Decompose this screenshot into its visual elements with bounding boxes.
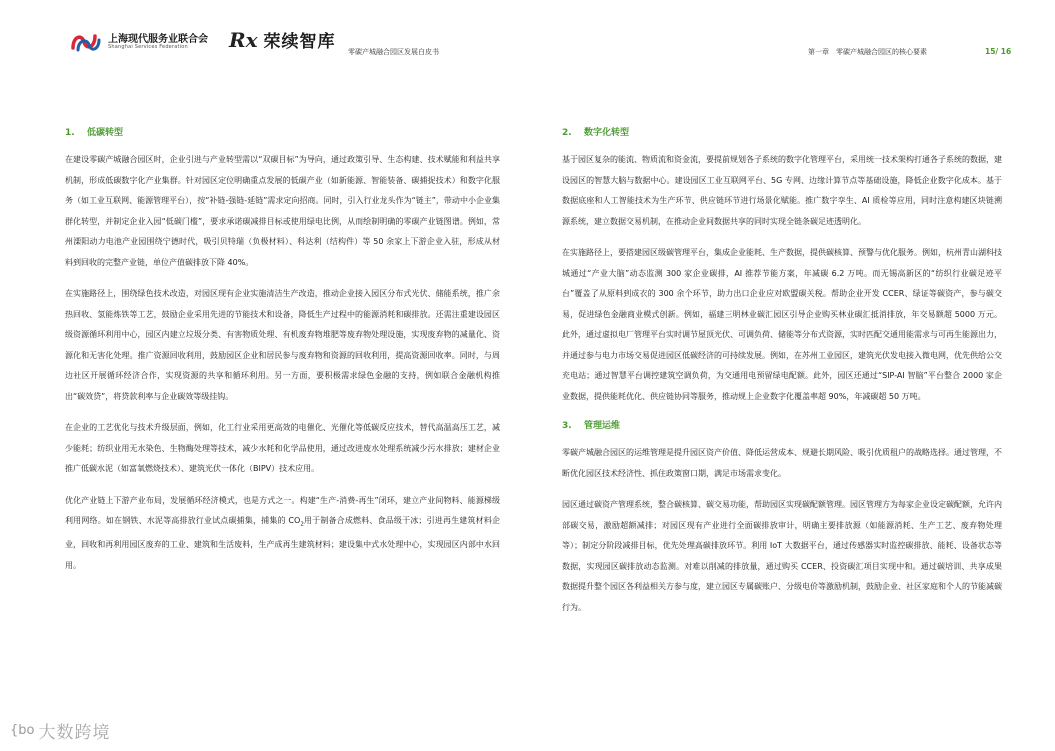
section-2-title: 数字化转型 xyxy=(584,128,630,138)
right-column xyxy=(562,125,1002,629)
page-header xyxy=(0,0,1055,80)
page-number: 15/ 16 xyxy=(985,47,1012,56)
paragraph-4-part-b: 用于制备合成燃料、食品级干冰；引进再生建筑材料企业，回收和再利用园区废弃的工业、建筑和生活废料，生产成再生建筑材料；建设集中式水处理中心，实现园区内部中水回用。 xyxy=(65,516,500,570)
brand-logo xyxy=(229,27,336,52)
section-2-paragraph-2: 在实施路径上，要搭建园区级碳管理平台，集成企业能耗、生产数据，提供碳核算、预警与优化服务。例如，杭州青山湖科技城通过“产业大脑”动态监测 300 家企业碳排，AI 推荐节能方案，年减碳 6.2 万吨。而无锡高新区的“纺织行业碳足迹平台”覆盖了从原料到成衣的 300 余个环节，助力出口企业应对欧盟碳关税。帮助企业开发 CCER、绿证等碳资产，参与碳交易，促进绿色金融商业模式创新。例如，福建三明林业碳汇园区引导企业购买林业碳汇抵消排放，年交易额超 5000 万元。此外，通过虚拟电厂管理平台实时调节屋顶光伏、可调负荷、储能等分布式资源，实时匹配交通用能需求与可再生能源出力，并通过参与电力市场交易促进园区低碳经济的可持续发展。例如，在苏州工业园区，建筑光伏发电接入微电网，优先供给公交充电站；通过智慧平台调控建筑空调负荷，为交通用电预留绿电配额。此外，园区还通过“SIP-AI 智脑”平台整合 2000 家企业数据，提供能耗优化、供应链协同等服务，推动规上企业数字化覆盖率超 90%，年减碳超 50 万吨。 xyxy=(562,248,1002,401)
federation-name-cn: 上海现代服务业联合会 xyxy=(108,33,208,45)
federation-name-en: Shanghai Services Federation xyxy=(108,43,188,50)
section-1-paragraph-1: 在建设零碳产城融合园区时，企业引进与产业转型需以“双碳目标”为导向，通过政策引导、生态构建、技术赋能和利益共享机制，形成低碳数字化产业集群。针对园区定位明确重点发展的低碳产业（如新能源、智能装备、碳捕捉技术）和数字化服务（如工业互联网、能源管理平台），按“补链-强链-延链”需求定向招商。同时，引入行业龙头作为“链主”，带动中小企业集群化转型，并制定企业入园“低碳门槛”，要求承诺碳减排目标或使用绿电比例，从而绘制明确的零碳产业链图谱。例如，常州溧阳动力电池产业园围绕宁德时代，吸引贝特瑞（负极材料）、科达利（结构件）等 50 余家上下游企业入驻，形成从材料到回收的完整产业链，单位产值碳排放下降 40%。 xyxy=(65,155,500,267)
section-1-paragraph-2: 在实施路径上，围绕绿色技术改造，对园区现有企业实施清洁生产改造，推动企业接入园区分布式光伏、储能系统，推广余热回收、氢能炼铁等工艺，鼓励企业采用先进的节能技术和设备，降低生产过程中的能源消耗和碳排放。还需注重建设园区级资源循环利用中心，园区内建立垃圾分类、有害物质处理、有机废弃物堆肥等废弃物处理设施，实现废弃物的减量化、资源化和无害化处理。推广资源回收利用，鼓励园区企业和居民参与废弃物和资源的回收利用，提高资源回收率。同时，与周边社区开展循环经济合作，实现资源的共享和循环利用。另一方面，要积极需求绿色金融的支持，例如联合金融机构推出“碳效贷”，将贷款利率与企业碳效等级挂钩。 xyxy=(65,289,500,401)
section-3-number: 3. xyxy=(562,421,572,431)
brand-mark-icon: Rx xyxy=(229,27,258,52)
section-3-paragraph-2: 园区通过碳资产管理系统，整合碳核算、碳交易功能，帮助园区实现碳配额管理。园区管理方为每家企业设定碳配额，允许内部碳交易，激励超额减排；对园区现有产业进行全面碳排放审计，明确主要排放源（如能源消耗、生产工艺、废弃物处理等）；制定分阶段减排目标，优先处理高碳排放环节。利用 IoT 大数据平台，通过传感器实时监控碳排放、能耗、设备状态等数据，实现园区碳排放动态监测。对难以削减的排放量，通过购买 CCER、投资碳汇项目实现中和。通过碳培训、共享成果数据提升整个园区各利益相关方参与度，建立园区专属碳账户、分级电价等激励机制，鼓励企业、社区家庭和个人的节能减碳行为。 xyxy=(562,500,1002,612)
left-column xyxy=(65,125,500,587)
watermark-logo-icon: {bo xyxy=(10,723,35,738)
section-2-paragraph-1: 基于园区复杂的能流、物质流和资金流，要提前规划各子系统的数字化管理平台，采用统一技术架构打通各子系统的数据，建设园区的智慧大脑与数据中心。建设园区工业互联网平台、5G 专网、边缘计算节点等基础设施，降低企业数字化成本。基于数据底座和人工智能技术为生产环节、供应链环节进行场景化赋能。推广数字孪生、AI 质检等应用，同时注意构建区块链溯源系统，建立数据交易机制，在推动企业间数据共享的同时实现全链条碳足迹透明化。 xyxy=(562,155,1002,226)
brand-name: 荣续智库 xyxy=(263,32,336,52)
chapter-title: 第一章 零碳产城融合园区的核心要素 xyxy=(808,48,927,56)
section-1-heading xyxy=(65,125,500,138)
section-1-number: 1. xyxy=(65,128,75,138)
report-title: 零碳产城融合园区发展白皮书 xyxy=(348,48,439,56)
section-1-paragraph-4 xyxy=(65,491,500,577)
section-2-number: 2. xyxy=(562,128,572,138)
paragraph-4-part-a: 优化产业链上下游产业布局，发展循环经济模式，也是方式之一。构建“生产-消费-再生”闭环，建立产业间物料、能源梯级利用网络。如在钢铁、水泥等高排放行业试点碳捕集，捕集的 CO xyxy=(65,495,500,525)
section-3-heading xyxy=(562,418,1002,431)
section-3-title: 管理运维 xyxy=(584,421,621,431)
co2-subscript: 2 xyxy=(300,521,304,528)
federation-logo-icon xyxy=(70,28,102,56)
federation-logo xyxy=(70,28,208,56)
watermark-text: 大数跨境 xyxy=(38,723,111,743)
section-2-heading xyxy=(562,125,1002,138)
watermark xyxy=(10,718,110,743)
section-1-paragraph-3: 在企业的工艺优化与技术升级层面，例如，化工行业采用更高效的电催化、光催化等低碳反应技术，替代高温高压工艺，减少能耗；纺织业用无水染色、生物酶处理等技术，减少水耗和化学品使用，通过改进废水处理系统减少污水排放；建材企业推广低碳水泥（如富氧燃烧技术）、建筑光伏一体化（BIPV）技术应用。 xyxy=(65,423,500,473)
section-1-title: 低碳转型 xyxy=(87,128,124,138)
section-3-paragraph-1: 零碳产城融合园区的运维管理是提升园区资产价值、降低运营成本、规避长期风险、吸引优质租户的战略选择。通过管理，不断优化园区技术经济性、抓住政策窗口期，满足市场需求变化。 xyxy=(562,448,1002,478)
